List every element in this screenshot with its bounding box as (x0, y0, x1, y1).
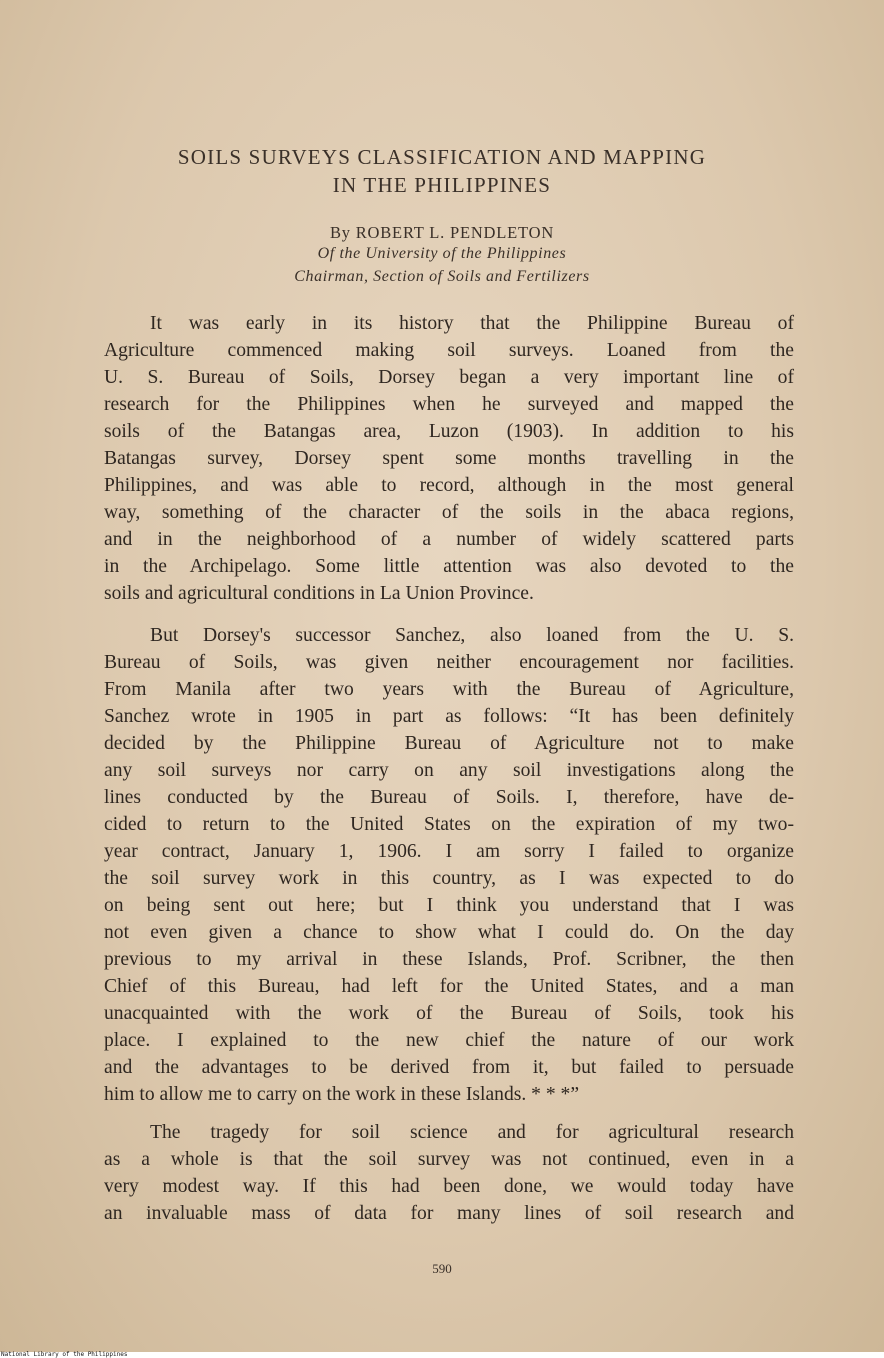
body-line: From Manila after two years with the Bureau of Agriculture, (104, 679, 794, 700)
body-line: him to allow me to carry on the work in these Islands. * * *” (104, 1084, 580, 1105)
body-line: not even given a chance to show what I could do. On the day (104, 922, 794, 943)
body-line: But Dorsey's successor Sanchez, also loaned from the U. S. (150, 625, 794, 646)
body-line: any soil surveys nor carry on any soil investigations along the (104, 760, 794, 781)
body-line: place. I explained to the new chief the nature of our work (104, 1030, 794, 1051)
body-line: in the Archipelago. Some little attention was also devoted to the (104, 556, 794, 577)
body-line: on being sent out here; but I think you understand that I was (104, 895, 794, 916)
body-line: year contract, January 1, 1906. I am sorry I failed to organize (104, 841, 794, 862)
footer-credit: National Library of the Philippines (1, 1351, 128, 1358)
body-line: Philippines, and was able to record, although in the most general (104, 475, 794, 496)
body-line: previous to my arrival in these Islands, Prof. Scribner, the then (104, 949, 794, 970)
body-line: U. S. Bureau of Soils, Dorsey began a very important line of (104, 367, 794, 388)
body-line: an invaluable mass of data for many lines of soil research and (104, 1203, 794, 1224)
body-line: soils of the Batangas area, Luzon (1903). In addition to his (104, 421, 794, 442)
author-byline: By ROBERT L. PENDLETON (329, 223, 555, 242)
author-position: Chairman, Section of Soils and Fertilizers (294, 268, 590, 285)
body-line: The tragedy for soil science and for agricultural research (150, 1122, 794, 1143)
article-title-line-2: IN THE PHILIPPINES (332, 173, 552, 197)
body-line: Bureau of Soils, was given neither encouragement nor facilities. (104, 652, 794, 673)
body-line: Chief of this Bureau, had left for the United States, and a man (104, 976, 794, 997)
body-line: research for the Philippines when he surveyed and mapped the (104, 394, 794, 415)
body-line: lines conducted by the Bureau of Soils. I, therefore, have de- (104, 787, 794, 808)
body-line: way, something of the character of the soils in the abaca regions, (104, 502, 794, 523)
body-line: decided by the Philippine Bureau of Agriculture not to make (104, 733, 794, 754)
author-affiliation: Of the University of the Philippines (317, 245, 567, 262)
body-line: Agriculture commenced making soil surveys. Loaned from the (104, 340, 794, 361)
body-line: and the advantages to be derived from it, but failed to persuade (104, 1057, 794, 1078)
body-line: unacquainted with the work of the Bureau of Soils, took his (104, 1003, 794, 1024)
body-line: It was early in its history that the Philippine Bureau of (150, 313, 794, 334)
body-line: the soil survey work in this country, as I was expected to do (104, 868, 794, 889)
body-line: Batangas survey, Dorsey spent some months travelling in the (104, 448, 794, 469)
footer-strip (0, 1352, 884, 1358)
body-line: soils and agricultural conditions in La Union Province. (104, 583, 534, 604)
body-line: cided to return to the United States on the expiration of my two- (104, 814, 794, 835)
body-line: as a whole is that the soil survey was not continued, even in a (104, 1149, 794, 1170)
article-title-line-1: SOILS SURVEYS CLASSIFICATION AND MAPPING (177, 145, 707, 169)
body-line: very modest way. If this had been done, we would today have (104, 1176, 794, 1197)
body-line: Sanchez wrote in 1905 in part as follows: “It has been definitely (104, 706, 794, 727)
page-number: 590 (432, 1261, 452, 1276)
body-line: and in the neighborhood of a number of widely scattered parts (104, 529, 794, 550)
